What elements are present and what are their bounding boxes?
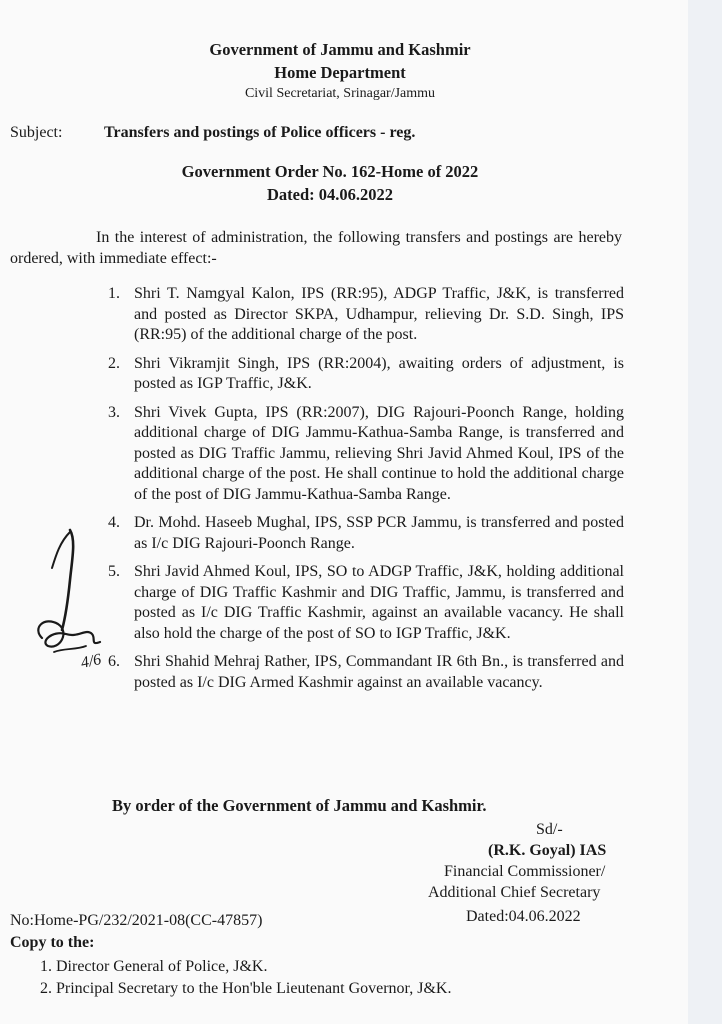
order-date: Dated: 04.06.2022 xyxy=(266,185,394,204)
list-item xyxy=(108,403,624,506)
list-item-number: 2. xyxy=(108,354,120,372)
list-item-number: 6. xyxy=(108,653,120,670)
signatory-dated: Dated:04.06.2022 xyxy=(466,908,581,925)
subject-label: Subject: xyxy=(10,124,63,141)
list-item xyxy=(108,354,624,395)
subject-text: Transfers and postings of Police officers - reg. xyxy=(104,124,416,141)
list-item-text: Shri Vivek Gupta, IPS (RR:2007), DIG Rajouri-Poonch Range, holding additional charge of DIG Jammu-Kathua-Samba Range, is transferred and posted as DIG Traffic Jammu, relieving Shri Javid Ahmed Koul, IPS of the additional charge of the post. He shall continue to hold the additional charge of the post of DIG Jammu-Kathua-Samba Range. xyxy=(134,403,624,503)
viewer-margin xyxy=(688,0,722,1024)
reference-number: No:Home-PG/232/2021-08(CC-47857) xyxy=(10,912,263,929)
list-item-text: Shri Shahid Mehraj Rather, IPS, Commandant IR 6th Bn., is transferred and posted as I/c DIG Armed Kashmir against an available vacancy. xyxy=(134,653,624,691)
signatory-title-2: Additional Chief Secretary xyxy=(428,884,601,901)
header-department: Home Department xyxy=(274,63,406,82)
copy-heading: Copy to the: xyxy=(10,934,95,951)
intro-text: In the interest of administration, the following transfers and postings are hereby ordered, with immediate effect:- xyxy=(10,229,622,267)
list-item xyxy=(108,513,624,554)
list-item-text: Shri T. Namgyal Kalon, IPS (RR:95), ADGP Traffic, J&K, is transferred and posted as Director SKPA, Udhampur, relieving Dr. S.D. Singh, IPS (RR:95) of the additional charge of the post. xyxy=(134,285,624,343)
header-address: Civil Secretariat, Srinagar/Jammu xyxy=(244,86,436,101)
order-list xyxy=(108,284,624,701)
header-government: Government of Jammu and Kashmir xyxy=(209,40,471,59)
list-item xyxy=(108,284,624,346)
list-item-number: 3. xyxy=(108,403,120,421)
closing-line: By order of the Government of Jammu and Kashmir. xyxy=(112,796,487,815)
intro-paragraph xyxy=(10,228,622,269)
signatory-sd: Sd/- xyxy=(536,821,563,838)
list-item xyxy=(108,652,624,693)
handwritten-signature-mark xyxy=(30,520,130,700)
signature-date-mark: 4/6 xyxy=(79,651,103,672)
list-item-text: Shri Javid Ahmed Koul, IPS, SO to ADGP Traffic, J&K, holding additional charge of DIG Traffic Kashmir and DIG Traffic, Jammu, is transferred and posted as I/c DIG Traffic Kashmir, against an available vacancy. He shall also hold the charge of the post of SO to IGP Traffic, J&K. xyxy=(134,563,624,642)
list-item-number: 5. xyxy=(108,563,120,580)
signatory-title-1: Financial Commissioner/ xyxy=(444,863,606,880)
list-item-text: Shri Vikramjit Singh, IPS (RR:2004), awaiting orders of adjustment, is posted as IGP Traffic, J&K. xyxy=(134,354,624,392)
copy-list xyxy=(40,956,451,999)
list-item xyxy=(108,562,624,644)
list-item-number: 1. xyxy=(108,285,120,302)
list-item-text: Dr. Mohd. Haseeb Mughal, IPS, SSP PCR Jammu, is transferred and posted as I/c DIG Rajouri-Poonch Range. xyxy=(134,514,624,552)
order-number: Government Order No. 162-Home of 2022 xyxy=(181,162,479,181)
list-item-number: 4. xyxy=(108,514,120,531)
signatory-name: (R.K. Goyal) IAS xyxy=(488,842,607,859)
list-item: 2. Principal Secretary to the Hon'ble Lieutenant Governor, J&K. xyxy=(40,979,452,997)
list-item: 1. Director General of Police, J&K. xyxy=(40,958,268,975)
